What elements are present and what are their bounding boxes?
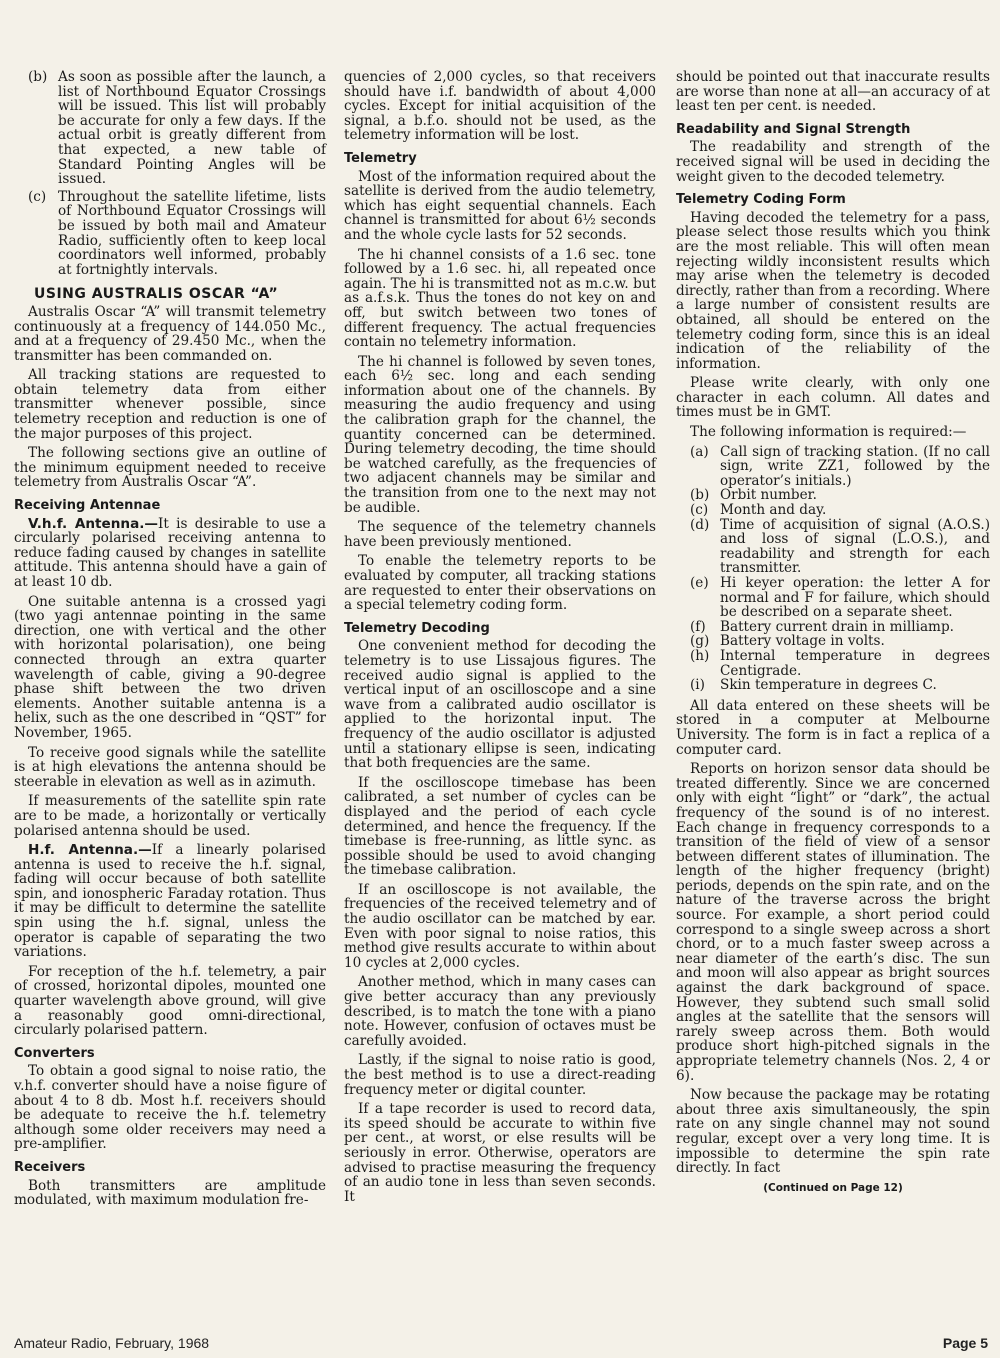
paragraph: Reports on horizon sensor data should be treated differently. Since we are concerned only with eight “light” or “dark”, the actual frequency of the sound is of no interest. Each change in frequency corresponds to a transition of the field of view of a sensor between different states of illumination. The length of the higher frequency (bright) periods, depends on the spin rate, and on the nature of the traverse across the bright source. For example, a short period could correspond to a single sweep across a short chord, or to a much faster sweep across a near diameter of the earth’s disc. The sun and moon will also appear as bright sources against the dark background of space. However, they subtend such small solid angles at the satellite that the sensors will rarely sweep across them. Both would produce short high-pitched signals in the appropriate telemetry channels (Nos. 2, 4 or 6).	[676, 761, 990, 1084]
paragraph: To obtain a good signal to noise ratio, the v.h.f. converter should have a noise figure of about 4 to 8 db. Most h.f. receivers should be adequate to receive the h.f. telemetry although some older receivers may need a pre-amplifier.	[14, 1063, 326, 1153]
list-item-c: (c) Throughout the satellite lifetime, lists of Northbound Equator Crossings will be issued by both mail and Amateur Radio, sufficiently often to keep local coordinators well informed, probably at fortnightly intervals.	[28, 188, 326, 278]
paragraph: The readability and strength of the received signal will be used in deciding the weight given to the decoded telemetry.	[676, 139, 990, 185]
list-item: (d) Time of acquisition of signal (A.O.S.) and loss of signal (L.O.S.), and readability and strength for each transmitter.	[690, 516, 990, 577]
paragraph: Another method, which in many cases can give better accuracy than any previously described, is to match the tone with a piano note. However, confusion of octaves must be carefully avoided.	[344, 974, 656, 1049]
paragraph: V.h.f. Antenna.—It is desirable to use a circularly polarised receiving antenna to reduce fading caused by changes in satellite attitude. This antenna should have a gain of at least 10 db.	[14, 515, 326, 590]
paragraph: One convenient method for decoding the telemetry is to use Lissajous figures. The received audio signal is applied to the vertical input of an oscilloscope and a sine wave from a calibrated audio oscillator is applied to the horizontal input. The frequency of the audio oscillator is adjusted until a stationary ellipse is seen, indicating that both frequencies are the same.	[344, 638, 656, 772]
paragraph: One suitable antenna is a crossed yagi (two yagi antennae pointing in the same direction, one with vertical and the other with horizontal polarisation), one being connected through an extra quarter wavelength of cable, giving a 90-degree phase shift between the two driven elements. Another suitable antenna is a helix, such as the one described in “QST” for November, 1965.	[14, 593, 326, 741]
list-item: (g) Battery voltage in volts.	[690, 633, 885, 650]
paragraph: If a tape recorder is used to record data, its speed should be accurate to within five per cent., at worst, or else results will be seriously in error. Otherwise, operators are advised to practise measuring the frequency of an audio tone in less than seven seconds. It	[344, 1101, 656, 1205]
subheading-receivers: Receivers	[14, 1159, 86, 1175]
paragraph: Having decoded the telemetry for a pass, please select those results which you think are the most reliable. This will often mean rejecting wildly inconsistent results which may arise when the telemetry is decoded directly, rather than from a recording. Where a large number of consistent results are obtained, all should be entered on the telemetry coding form, since this is an ideal indication of the reliability of the information.	[676, 209, 990, 372]
column-1	[14, 70, 326, 1213]
subheading-receiving-antennae: Receiving Antennae	[14, 498, 161, 514]
subheading-telemetry-decoding: Telemetry Decoding	[344, 620, 490, 636]
list-item-b: (b) As soon as possible after the launch, a list of Northbound Equator Crossings will be issued. This list will probably be accurate for only a few days. If the actual orbit is greatly different from that expected, a new table of Standard Pointing Angles will be issued.	[28, 69, 326, 188]
footer-page-number: Page 5	[942, 1335, 988, 1351]
paragraph: If an oscilloscope is not available, the frequencies of the received telemetry and of the audio oscillator can be matched by ear. Even with poor signal to noise ratios, this method give results accurate to within about 10 cycles at 2,000 cycles.	[344, 881, 656, 971]
paragraph: For reception of the h.f. telemetry, a pair of crossed, horizontal dipoles, mounted one quarter wavelength above ground, will give a reasonably good omni-directional, circularly polarised pattern.	[14, 963, 326, 1039]
paragraph: To receive good signals while the satellite is at high elevations the antenna should be steerable in elevation as well as in azimuth.	[14, 744, 326, 790]
continued-note: (Continued on Page 12)	[763, 1181, 903, 1194]
list-item: (f) Battery current drain in milliamp.	[690, 618, 954, 635]
paragraph: H.f. Antenna.—If a linearly polarised antenna is used to receive the h.f. signal, fading will occur because of both satellite spin, and ionospheric Faraday rotation. Thus it may be difficult to determine the satellite spin using the h.f. signal, unless the operator is capable of separating the two variations.	[14, 842, 326, 961]
paragraph: If measurements of the satellite spin rate are to be made, a horizontally or vertically polarised antenna should be used.	[14, 793, 326, 839]
paragraph: Australis Oscar “A” will transmit telemetry continuously at a frequency of 144.050 Mc., and at a frequency of 29.450 Mc., when the transmitter has been commanded on.	[14, 303, 326, 364]
list-item: (c) Month and day.	[690, 502, 827, 519]
paragraph: The following information is required:—	[690, 424, 967, 441]
list-item: (b) Orbit number.	[690, 487, 817, 504]
run-in-heading-vhf: V.h.f. Antenna.—	[28, 515, 159, 532]
paragraph: Now because the package may be rotating about three axis simultaneously, the spin rate on any single channel may not sound regular, except over a very long time. It is impossible to determine the spin rate directly. In fact	[676, 1087, 990, 1177]
list-item: (a) Call sign of tracking station. (If no call sign, write ZZ1, followed by the operator’s initials.)	[690, 443, 990, 489]
paragraph: The hi channel consists of a 1.6 sec. tone followed by a 1.6 sec. hi, all repeated once again. The hi is transmitted not as m.c.w. but as a.f.s.k. Thus the tones do not key on and off, but switch between two tones of different frequency. The actual frequencies contain no telemetry information.	[344, 246, 656, 351]
list-item: (i) Skin temperature in degrees C.	[690, 677, 937, 694]
run-in-heading-hf: H.f. Antenna.—	[28, 842, 152, 859]
paragraph: The sequence of the telemetry channels have been previously mentioned.	[344, 519, 656, 550]
paragraph: All data entered on these sheets will be stored in a computer at Melbourne University. The form is in fact a replica of a computer card.	[676, 697, 990, 758]
paragraph: Please write clearly, with only one character in each column. All dates and times must be in GMT.	[676, 375, 990, 421]
column-2	[344, 70, 656, 1209]
section-heading-using-oscar: USING AUSTRALIS OSCAR “A”	[34, 286, 279, 303]
subheading-readability: Readability and Signal Strength	[676, 121, 911, 137]
paragraph: To enable the telemetry reports to be evaluated by computer, all tracking stations are requested to enter their observations on a special telemetry coding form.	[344, 553, 656, 614]
subheading-coding-form: Telemetry Coding Form	[676, 192, 846, 208]
paragraph: Lastly, if the signal to noise ratio is good, the best method is to use a direct-reading frequency meter or digital counter.	[344, 1052, 656, 1098]
subheading-converters: Converters	[14, 1045, 95, 1061]
footer-publication: Amateur Radio, February, 1968	[14, 1335, 210, 1351]
paragraph: The following sections give an outline of the minimum equipment needed to receive telemetry from Australis Oscar “A”.	[14, 445, 326, 491]
pointing-list	[14, 70, 326, 277]
required-info-list	[676, 445, 990, 693]
list-item: (h) Internal temperature in degrees Centigrade.	[690, 647, 990, 679]
paragraph: All tracking stations are requested to obtain telemetry data from either transmitter whenever possible, since telemetry reception and reduction is one of the major purposes of this project.	[14, 367, 326, 442]
column-3	[676, 70, 990, 1195]
subheading-telemetry: Telemetry	[344, 150, 417, 166]
paragraph: Both transmitters are amplitude modulated, with maximum modulation fre-	[14, 1177, 326, 1209]
paragraph-continued: quencies of 2,000 cycles, so that receivers should have i.f. bandwidth of about 4,000 cycles. Except for initial acquisition of the signal, a b.f.o. should not be used, as the telemetry information will be lost.	[344, 69, 656, 144]
paragraph: If the oscilloscope timebase has been calibrated, a set number of cycles can be displayed and the period of each cycle determined, and hence the frequency. If the timebase is free-running, as little sync. as possible should be used to avoid changing the timebase calibration.	[344, 774, 656, 879]
paragraph: The hi channel is followed by seven tones, each 6½ sec. long and each sending information about one of the channels. By measuring the audio frequency and using the calibration graph for the channel, the quantity concerned can be determined. During telemetry decoding, the time should be watched carefully, as the frequencies of two adjacent channels may be similar and the transition from one to the next may not be audible.	[344, 353, 656, 516]
paragraph: Most of the information required about the satellite is derived from the audio telemetry, which has eight sequential channels. Each channel is transmitted for about 6½ seconds and the whole cycle lasts for 52 seconds.	[344, 168, 656, 243]
list-item: (e) Hi keyer operation: the letter A for normal and F for failure, which should be described on a separate sheet.	[690, 575, 990, 621]
paragraph-continued: should be pointed out that inaccurate results are worse than none at all—an accuracy of at least ten per cent. is needed.	[676, 69, 990, 115]
